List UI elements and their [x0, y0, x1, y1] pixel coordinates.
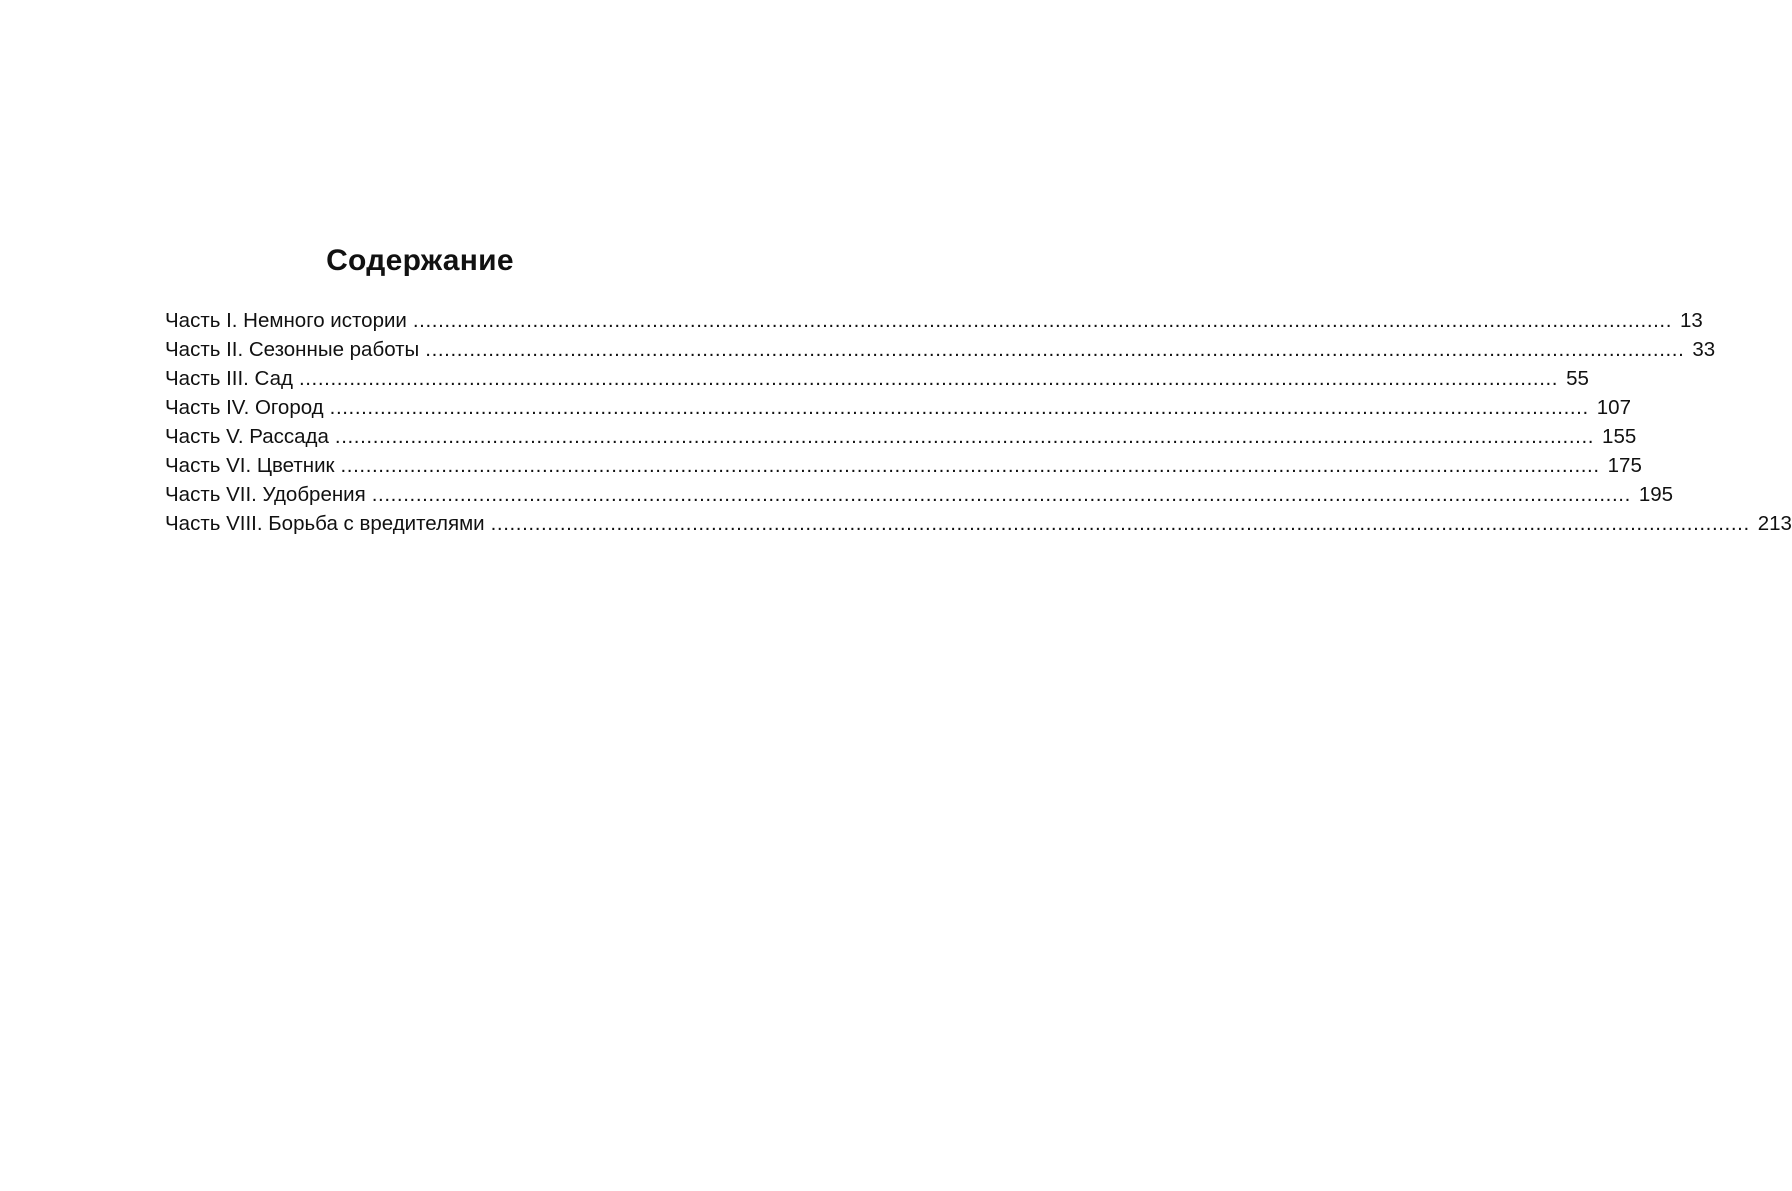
dot-leader: ........................................................................................................................................................................................................ — [334, 425, 1595, 448]
dot-leader: ........................................................................................................................................................................................................ — [412, 309, 1673, 332]
toc-entry-label: Часть VIII. Борьба с вредителями — [165, 512, 485, 535]
toc-entry-label: Часть VII. Удобрения — [165, 483, 366, 506]
toc-entry[interactable] — [165, 393, 1631, 422]
toc-title: Содержание — [326, 244, 514, 277]
toc-entry-page: 195 — [1638, 483, 1674, 506]
toc-entry-label: Часть VI. Цветник — [165, 454, 335, 477]
toc-entry-label: Часть I. Немного истории — [165, 309, 407, 332]
toc-entry[interactable] — [165, 422, 1637, 451]
toc-entry[interactable] — [165, 335, 1716, 364]
toc-entry-page: 175 — [1607, 454, 1642, 477]
toc-entry[interactable] — [165, 451, 1642, 480]
dot-leader: ........................................................................................................................................................................................................ — [425, 338, 1685, 361]
toc-entry-page: 13 — [1680, 309, 1703, 332]
dot-leader: ........................................................................................................................................................................................................ — [371, 483, 1631, 506]
toc-entry-page: 155 — [1602, 425, 1637, 448]
toc-entry-page: 33 — [1692, 338, 1716, 361]
toc-entry-label: Часть IV. Огород — [165, 396, 324, 419]
toc-entry-page: 55 — [1566, 367, 1589, 390]
toc-entry-label: Часть V. Рассада — [165, 425, 329, 448]
dot-leader: ........................................................................................................................................................................................................ — [340, 454, 1600, 477]
toc-list — [165, 306, 1792, 538]
toc-entry-label: Часть III. Сад — [165, 367, 293, 390]
toc-entry[interactable] — [165, 480, 1674, 509]
toc-entry[interactable] — [165, 306, 1703, 335]
dot-leader: ........................................................................................................................................................................................................ — [329, 396, 1589, 419]
dot-leader: ........................................................................................................................................................................................................ — [298, 367, 1559, 390]
toc-entry-page: 213 — [1757, 512, 1792, 535]
toc-entry[interactable] — [165, 364, 1589, 393]
dot-leader: ........................................................................................................................................................................................................ — [490, 512, 1750, 535]
toc-entry-page: 107 — [1596, 396, 1631, 419]
toc-entry-label: Часть II. Сезонные работы — [165, 338, 420, 361]
toc-entry[interactable] — [165, 509, 1792, 538]
